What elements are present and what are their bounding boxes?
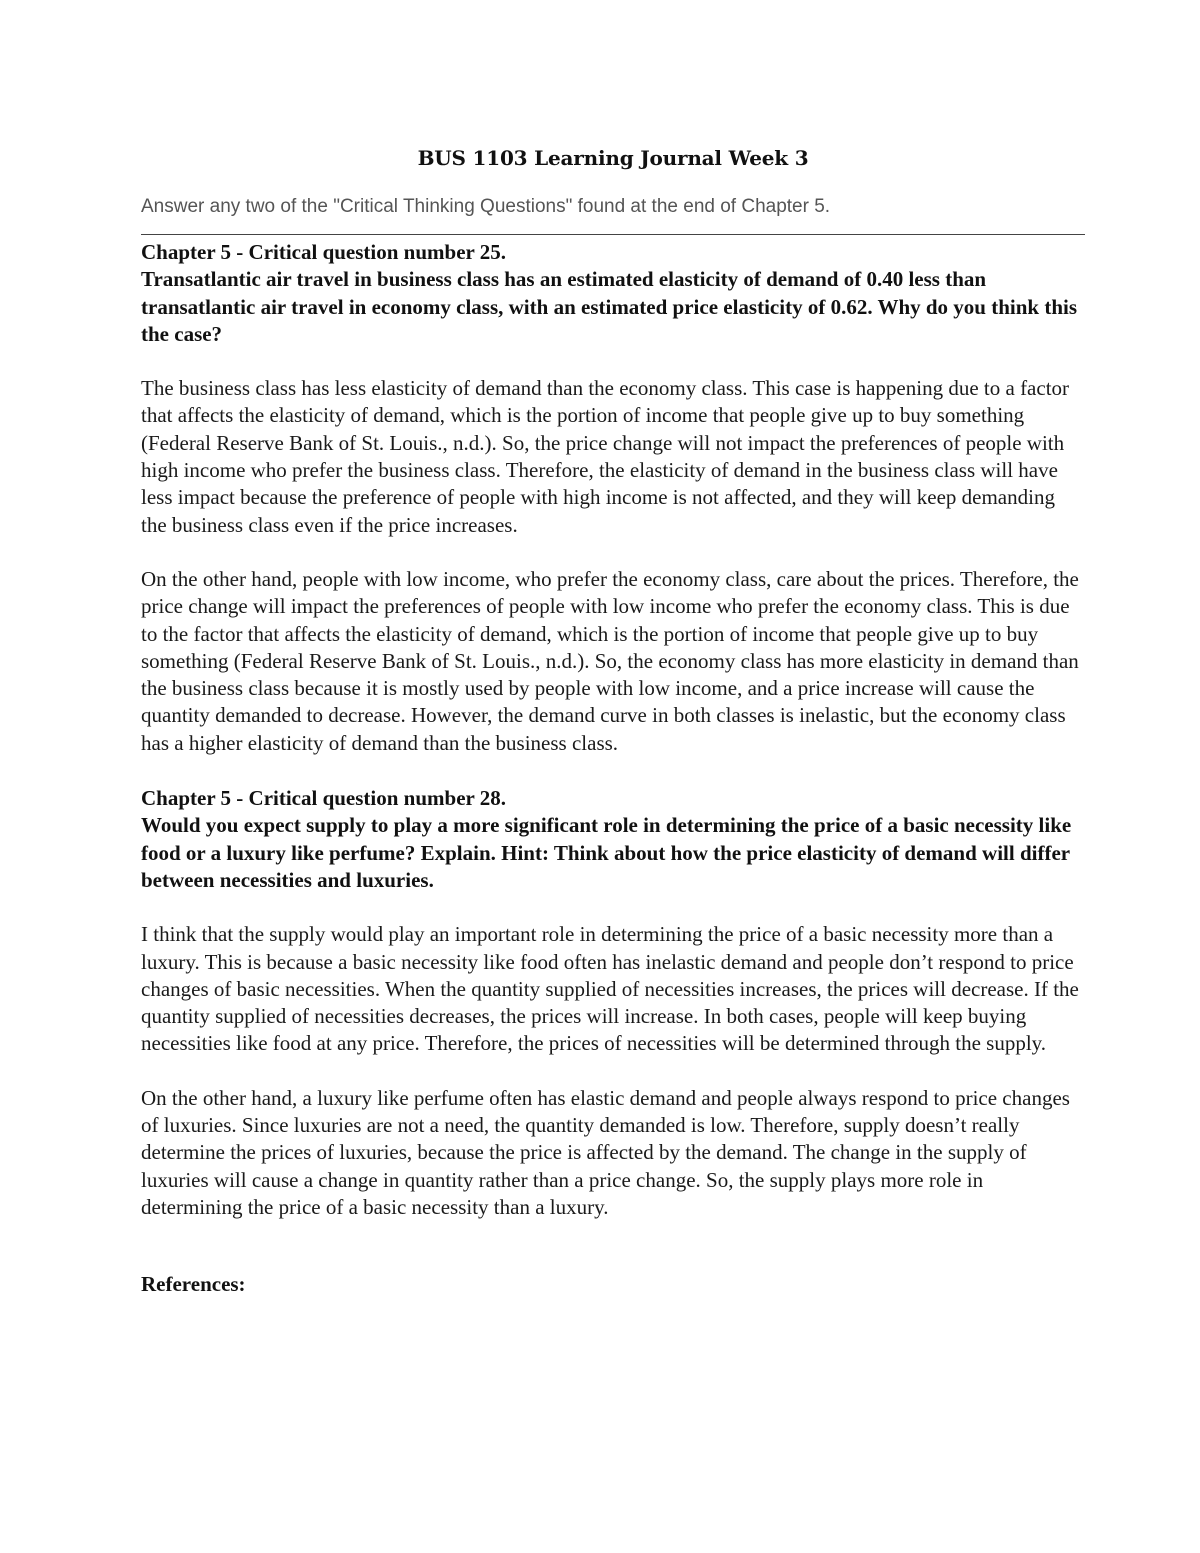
question-heading — [141, 239, 1085, 348]
horizontal-rule — [141, 234, 1085, 235]
answer-paragraph: On the other hand, a luxury like perfume often has elastic demand and people always respond to price changes of luxuries. Since luxuries are not a need, the quantity demanded is low. Therefore, supply doesn’t really determine the prices of luxuries, because the price is affected by the demand. The change in the supply of luxuries will cause a change in quantity rather than a price change. So, the supply plays more role in determining the price of a basic necessity than a luxury. — [141, 1085, 1070, 1219]
question-text: Would you expect supply to play a more significant role in determining the price of a basic necessity like food or a luxury like perfume? Explain. Hint: Think about how the price elasticity of demand will differ between necessities and luxuries. — [141, 813, 1072, 892]
question-number-line: Chapter 5 - Critical question number 25. — [141, 240, 506, 264]
answer-paragraph: On the other hand, people with low income, who prefer the economy class, care about the prices. Therefore, the price change will impact the preferences of people with low income who prefer the economy class. This is due to the factor that affects the elasticity of demand, which is the portion of income that people give up to buy something (Federal Reserve Bank of St. Louis., n.d.). So, the economy class has more elasticity in demand than the business class because it is mostly used by people with low income, and a price increase will cause the quantity demanded to decrease. However, the demand curve in both classes is inelastic, but the economy class has a higher elasticity of demand than the business class. — [141, 566, 1079, 755]
references-heading: References: — [141, 1272, 246, 1297]
document-content — [141, 144, 1085, 1299]
answer-paragraph: The business class has less elasticity of demand than the economy class. This case is happening due to a factor that affects the elasticity of demand, which is the portion of income that people give up to buy something (Federal Reserve Bank of St. Louis., n.d.). So, the price change will not impact the preferences of people with high income who prefer the business class. Therefore, the elasticity of demand in the business class will have less impact because the preference of people with high income is not affected, and they will keep demanding the business class even if the price increases. — [141, 376, 1070, 537]
question-section-28 — [141, 785, 1085, 1221]
question-number-line: Chapter 5 - Critical question number 28. — [141, 786, 506, 811]
document-title: BUS 1103 Learning Journal Week 3 — [417, 146, 809, 170]
assignment-instruction: Answer any two of the "Critical Thinking Questions" found at the end of Chapter 5. — [141, 196, 831, 217]
question-text: Transatlantic air travel in business class has an estimated elasticity of demand of 0.40 less than transatlantic air travel in economy class, with an estimated price elasticity of 0.62. Why do you think this the case? — [141, 267, 1078, 346]
question-section-25 — [141, 239, 1085, 757]
answer-paragraph: I think that the supply would play an important role in determining the price of a basic necessity more than a luxury. This is because a basic necessity like food often has inelastic demand and people don’t respond to price changes of basic necessities. When the quantity supplied of necessities increases, the prices will decrease. If the quantity supplied of necessities decreases, the prices will increase. In both cases, people will keep buying necessities like food at any price. Therefore, the prices of necessities will be determined through the supply. — [141, 922, 1079, 1056]
question-heading — [141, 785, 1085, 894]
